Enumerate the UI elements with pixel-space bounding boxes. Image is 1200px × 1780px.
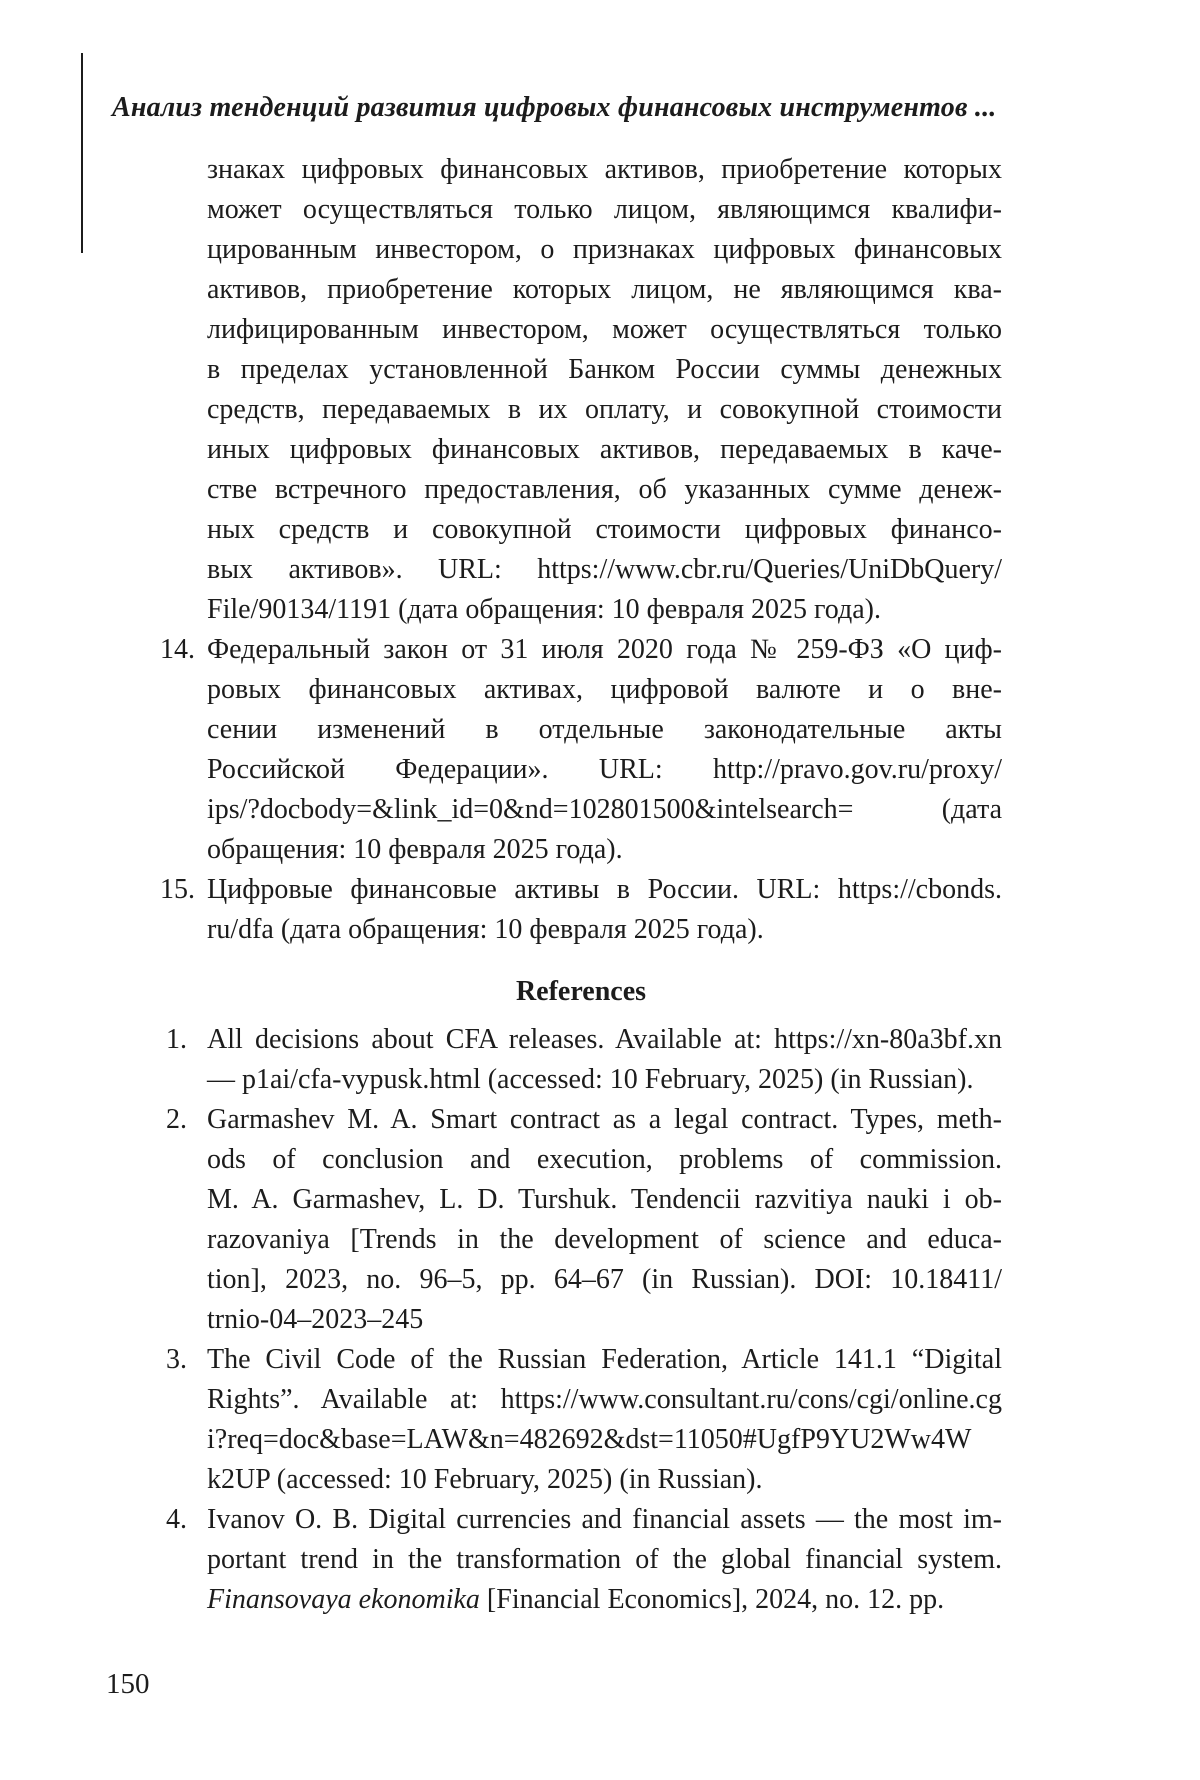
text-line (207, 1580, 1002, 1620)
item-text (207, 1100, 1002, 1340)
text-line: стве встречного предоставления, об указанных сумме денеж- (207, 474, 1002, 505)
text-column (160, 150, 1002, 1620)
english-reference-item-2 (160, 1100, 1002, 1340)
text-line: Российской Федерации». URL: http://pravo.gov.ru/proxy/ (207, 754, 1002, 785)
text-line: ровых финансовых активах, цифровой валюте и о вне- (207, 674, 1002, 705)
item-number: 14. (160, 634, 195, 665)
text-line: Rights”. Available at: https://www.consultant.ru/cons/cgi/online.cg (207, 1384, 1002, 1415)
text-line: i?req=doc&base=LAW&n=482692&dst=11050#UgfP9YU2Ww4W (207, 1424, 972, 1455)
text-line: средств, передаваемых в их оплату, и совокупной стоимости (207, 394, 1002, 425)
references-heading: References (515, 976, 647, 1007)
item-text (207, 870, 1002, 950)
item-number: 2. (166, 1104, 187, 1135)
text-line: k2UP (accessed: 10 February, 2025) (in Russian). (207, 1464, 763, 1495)
text-line: сении изменений в отдельные законодательные акты (207, 714, 1002, 745)
text-line: ips/?docbody=&link_id=0&nd=102801500&intelsearch= (дата (207, 794, 1002, 825)
text-line: File/90134/1191 (дата обращения: 10 февраля 2025 года). (207, 594, 881, 625)
russian-reference-item-14 (160, 630, 1002, 870)
margin-rule (81, 53, 83, 253)
russian-reference-continuation (207, 150, 1002, 630)
text-line: Цифровые финансовые активы в России. URL: https://cbonds. (207, 874, 1002, 905)
item-number: 1. (166, 1024, 187, 1055)
text-line: trnio-04–2023–245 (207, 1304, 424, 1335)
text-line: обращения: 10 февраля 2025 года). (207, 834, 623, 865)
text-line: активов, приобретение которых лицом, не являющимся ква- (207, 274, 1002, 305)
text-line: вых активов». URL: https://www.cbr.ru/Queries/UniDbQuery/ (207, 554, 1002, 585)
text-line: ods of conclusion and execution, problems of commission. (207, 1144, 1002, 1175)
item-text (207, 1340, 1002, 1500)
item-number: 4. (166, 1504, 187, 1535)
text-line: иных цифровых финансовых активов, передаваемых в каче- (207, 434, 1002, 465)
text-line: ных средств и совокупной стоимости цифровых финансо- (207, 514, 1002, 545)
english-reference-item-3 (160, 1340, 1002, 1500)
text-line: в пределах установленной Банком России суммы денежных (207, 354, 1002, 385)
english-reference-item-1 (160, 1020, 1002, 1100)
journal-title: Finansovaya ekonomika (207, 1584, 480, 1615)
running-head: Анализ тенденций развития цифровых финансовых инструментов ... (112, 92, 997, 123)
text-line: Федеральный закон от 31 июля 2020 года № 259-ФЗ «О циф- (207, 634, 1002, 665)
text-line: razovaniya [Trends in the development of science and educa- (207, 1224, 1002, 1255)
item-number: 15. (160, 874, 195, 905)
text-line-rest: [Financial Economics], 2024, no. 12. pp. (486, 1584, 945, 1615)
text-line: Ivanov O. B. Digital currencies and financial assets — the most im- (207, 1504, 1002, 1535)
english-reference-item-4 (160, 1500, 1002, 1620)
page-number: 150 (106, 1668, 150, 1700)
text-line: The Civil Code of the Russian Federation, Article 141.1 “Digital (207, 1344, 1002, 1375)
text-line: tion], 2023, no. 96–5, pp. 64–67 (in Russian). DOI: 10.18411/ (207, 1264, 1002, 1295)
text-line: — p1ai/cfa-vypusk.html (accessed: 10 February, 2025) (in Russian). (207, 1064, 974, 1095)
text-line: portant trend in the transformation of the global financial system. (207, 1544, 1002, 1575)
text-line: Garmashev M. A. Smart contract as a legal contract. Types, meth- (207, 1104, 1002, 1135)
russian-reference-item-15 (160, 870, 1002, 950)
text-line: лифицированным инвестором, может осуществляться только (207, 314, 1002, 345)
item-number: 3. (166, 1344, 187, 1375)
item-text (207, 630, 1002, 870)
text-line: цированным инвестором, о признаках цифровых финансовых (207, 234, 1002, 265)
text-line: M. A. Garmashev, L. D. Turshuk. Tendencii razvitiya nauki i ob- (207, 1184, 1002, 1215)
text-line: знаках цифровых финансовых активов, приобретение которых (207, 154, 1002, 185)
text-line: может осуществляться только лицом, являющимся квалифи- (207, 194, 1002, 225)
item-text (207, 1020, 1002, 1100)
text-line: ru/dfa (дата обращения: 10 февраля 2025 года). (207, 914, 764, 945)
item-text (207, 1500, 1002, 1620)
text-line: All decisions about CFA releases. Available at: https://xn-80a3bf.xn (207, 1024, 1002, 1055)
